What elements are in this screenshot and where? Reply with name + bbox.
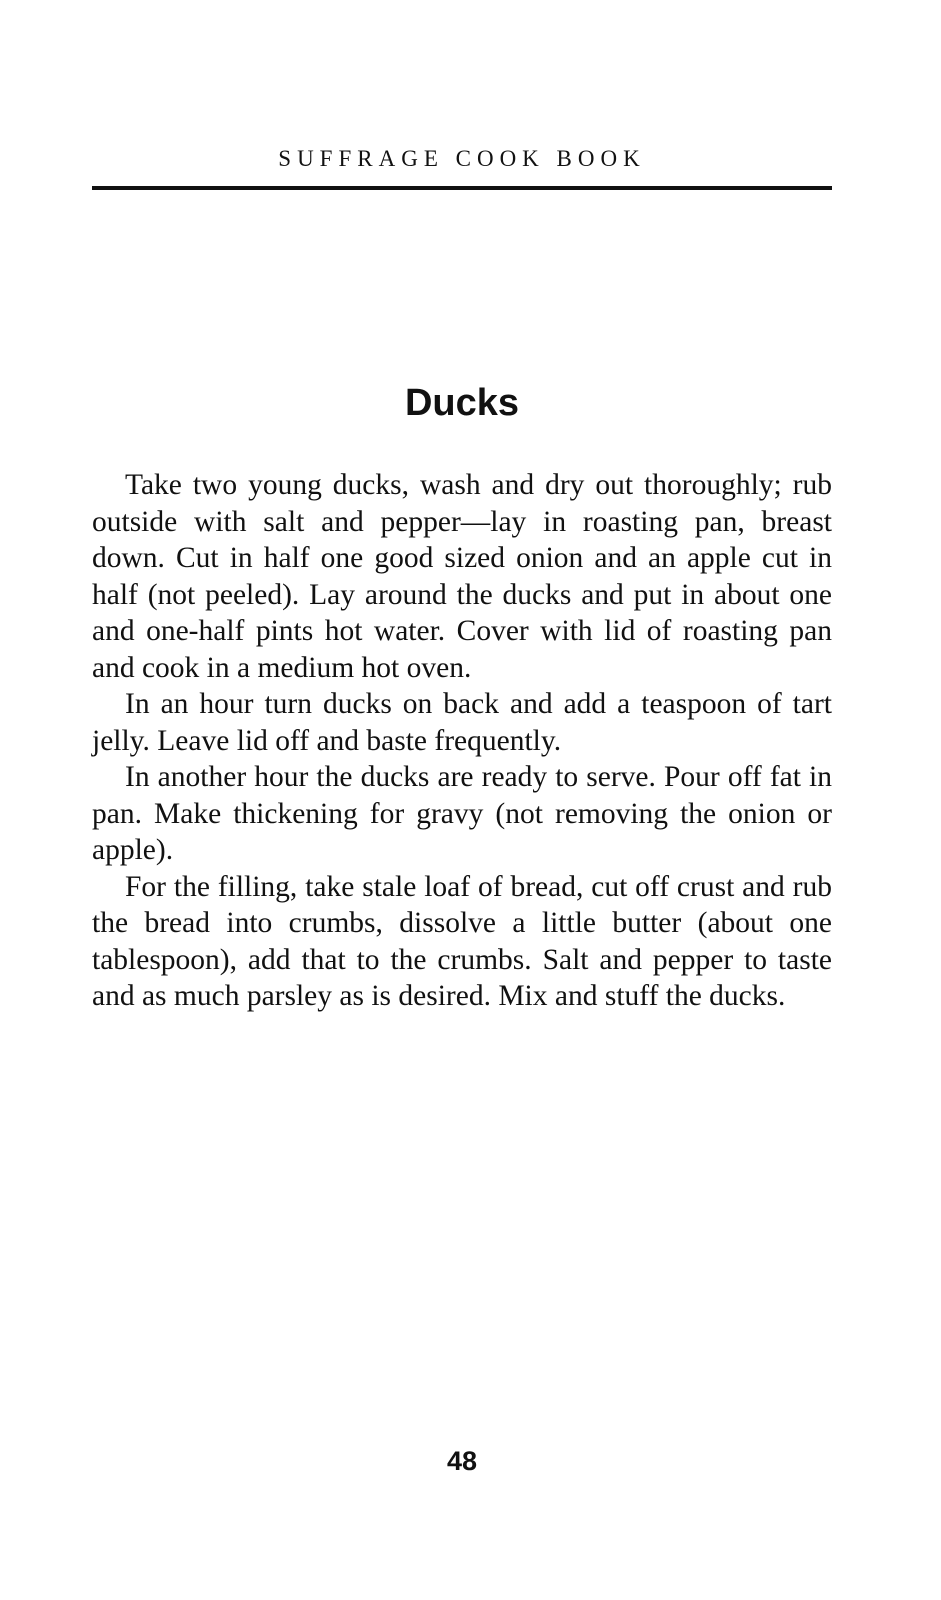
recipe-paragraph: Take two young ducks, wash and dry out thoroughly; rub outside with salt and pepper—lay in roasting pan, breast down. Cut in half one good sized onion and an apple cut in half (not peeled). Lay around the ducks and put in about one and one-half pints hot water. Cover with lid of roasting pan and cook in a medium hot oven. — [92, 469, 832, 684]
recipe-body — [92, 467, 832, 1015]
page-number: 48 — [446, 1446, 478, 1476]
recipe-title: Ducks — [404, 382, 520, 424]
running-header: SUFFRAGE COOK BOOK — [278, 146, 646, 171]
recipe-paragraph: In an hour turn ducks on back and add a teaspoon of tart jelly. Leave lid off and baste frequently. — [92, 688, 832, 757]
header-rule — [92, 186, 832, 190]
recipe-paragraph: For the filling, take stale loaf of bread, cut off crust and rub the bread into crumbs, dissolve a little butter (about one tablespoon), add that to the crumbs. Salt and pepper to taste and as much parsley as is desired. Mix and stuff the ducks. — [92, 870, 832, 1012]
recipe-paragraph: In another hour the ducks are ready to serve. Pour off fat in pan. Make thickening for gravy (not removing the onion or apple). — [92, 761, 832, 866]
